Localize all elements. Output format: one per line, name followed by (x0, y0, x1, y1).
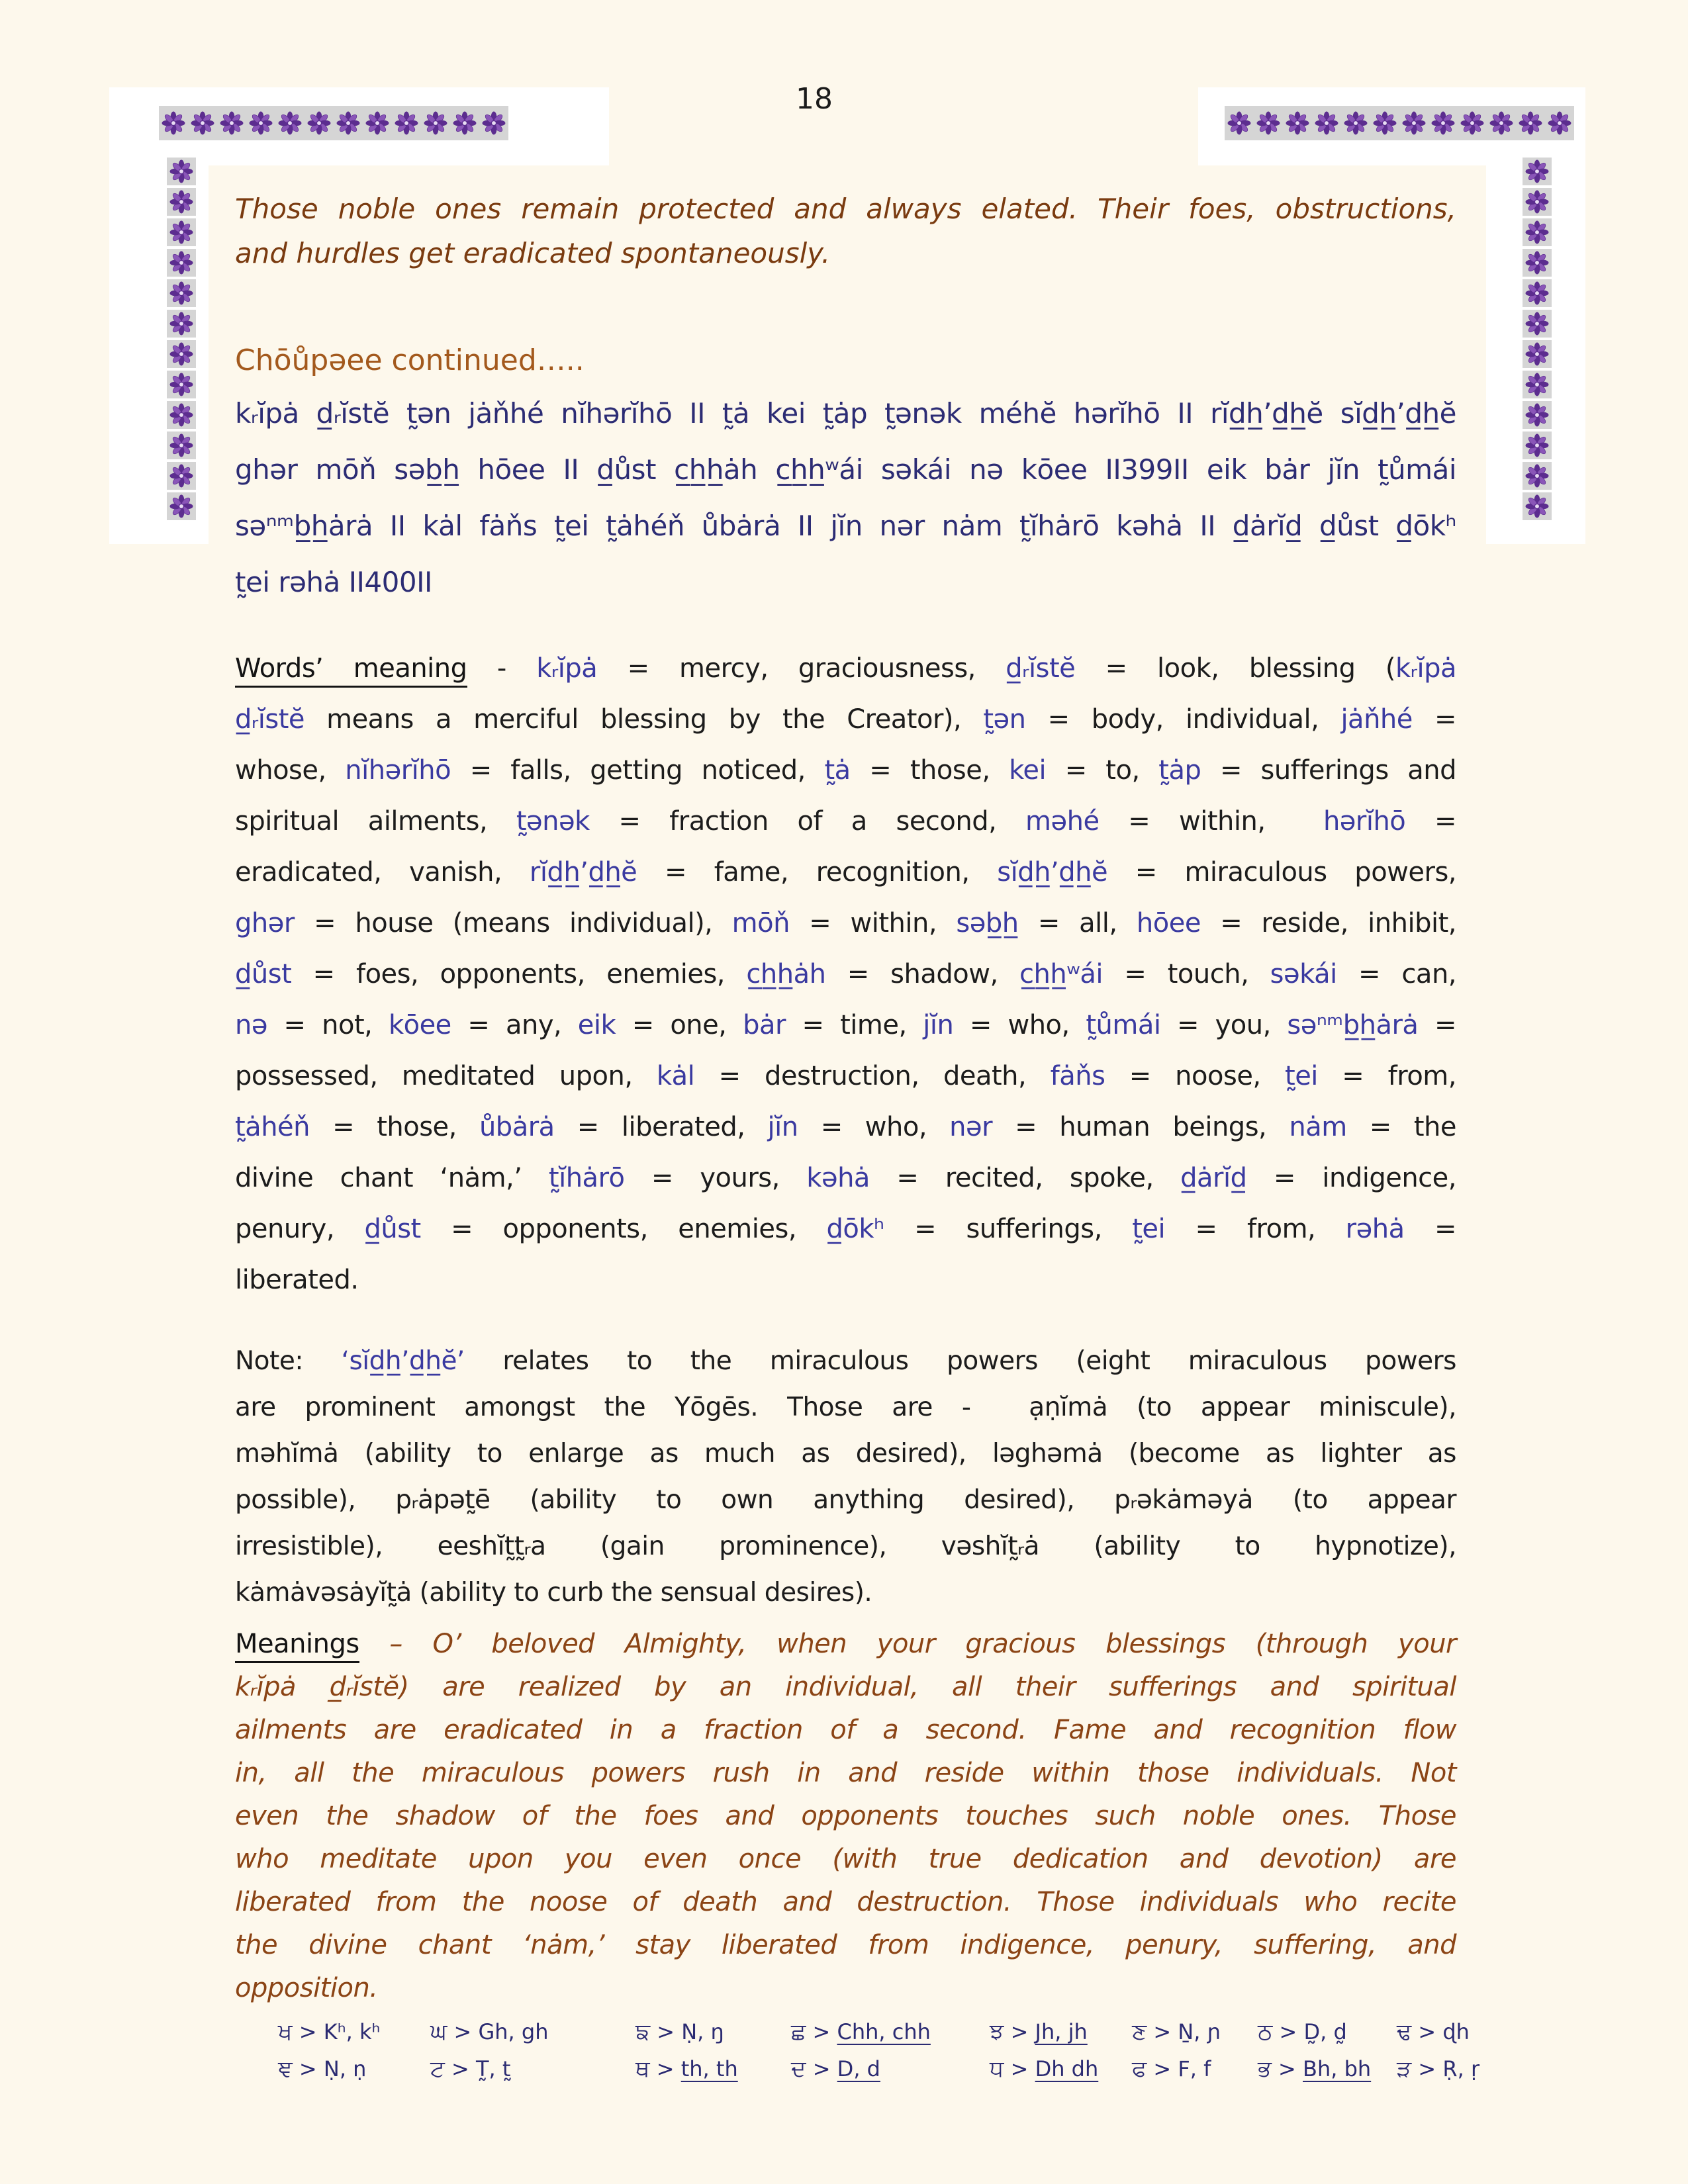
text-segment: liberated from the noose of death and destruction. Those individuals who recite (235, 1887, 1456, 1917)
legend-latin: Gh, gh (478, 2019, 549, 2044)
text-segment: = human beings, (992, 1112, 1289, 1142)
flower-ornament-icon (1523, 310, 1552, 338)
legend-item (990, 2056, 1132, 2082)
text-segment: = mercy, graciousness, (597, 653, 1006, 684)
text-segment: = touch, (1102, 959, 1270, 989)
left-flower-border (167, 158, 196, 520)
legend-gurmukhi-letter: ਣ (1132, 2019, 1147, 2045)
flower-ornament-icon (1429, 106, 1458, 140)
legend-item (990, 2019, 1132, 2045)
legend-latin: Bh, bh (1303, 2056, 1372, 2081)
legend-separator: > (447, 2019, 479, 2044)
transliterated-word: t̰ĭhȧrō (548, 1163, 625, 1193)
text-segment: = all, (1018, 908, 1137, 938)
text-line (235, 796, 1456, 847)
text-line (235, 1623, 1456, 1666)
transliterated-word: kōee (388, 1010, 451, 1040)
transliterated-word: jĭn (767, 1112, 798, 1142)
flower-ornament-icon (1523, 340, 1552, 368)
flower-ornament-icon (167, 279, 196, 307)
text-segment: = noose, (1105, 1061, 1286, 1091)
text-segment: = who, (798, 1112, 950, 1142)
text-segment: kȧmȧvəsȧyĭt̰ȧ (ability to curb the sensual desires). (235, 1578, 872, 1608)
legend-latin: th, th (680, 2056, 738, 2081)
text-segment: = (1418, 1010, 1457, 1040)
section-label: Words’ meaning (235, 653, 467, 688)
legend-gurmukhi-letter: ਟ (430, 2056, 445, 2082)
text-line (235, 1255, 1456, 1306)
transliterated-word: d̲ōkʰ (826, 1214, 884, 1244)
words-meaning-paragraph (235, 643, 1456, 1306)
legend-item (1258, 2056, 1397, 2082)
flower-ornament-icon (167, 249, 196, 277)
flower-ornament-icon (1523, 401, 1552, 429)
legend-latin: Ṇ, ŋ (681, 2019, 724, 2044)
page-number: 18 (796, 82, 833, 116)
top-right-flower-border (1225, 106, 1574, 140)
legend-latin: ɖh (1442, 2019, 1470, 2044)
transliterated-word: kəhȧ (806, 1163, 870, 1193)
text-segment: relates to the miraculous powers (eight miraculous powers (464, 1346, 1456, 1376)
text-segment: = you, (1160, 1010, 1288, 1040)
text-line (235, 1000, 1456, 1051)
text-line (235, 643, 1456, 694)
legend-item (278, 2056, 430, 2082)
text-segment: = can, (1336, 959, 1457, 989)
transliterated-word: d̲ůst (235, 959, 292, 989)
text-segment: = shadow, (825, 959, 1020, 989)
flower-ornament-icon (167, 188, 196, 216)
text-segment: = miraculous powers, (1107, 857, 1456, 887)
flower-ornament-icon (1523, 279, 1552, 307)
legend-latin: D, d (837, 2056, 880, 2081)
text-line (235, 694, 1456, 745)
transliterated-word: nə (235, 1010, 267, 1040)
legend-item (635, 2056, 791, 2082)
text-segment: = body, individual, (1025, 704, 1341, 735)
flower-ornament-icon (1225, 106, 1254, 140)
text-segment: possessed, meditated upon, (235, 1061, 657, 1091)
legend-gurmukhi-letter: ਘ (430, 2019, 447, 2045)
text-line (235, 1385, 1456, 1431)
legend-gurmukhi-letter: ਞ (278, 2056, 293, 2082)
legend-separator: > (1271, 2056, 1303, 2081)
flower-ornament-icon (479, 106, 508, 140)
transliterated-word: səⁿᵐb̲h̲ȧrȧ (1287, 1010, 1419, 1040)
legend-gurmukhi-letter: ਫ (1132, 2056, 1147, 2082)
flower-ornament-icon (167, 492, 196, 520)
text-segment: divine chant ‘nȧm,’ (235, 1163, 549, 1193)
legend-row (278, 2056, 1480, 2082)
text-line (235, 949, 1456, 1000)
flower-ornament-icon (275, 106, 305, 140)
text-line: and hurdles get eradicated spontaneously. (235, 237, 831, 269)
text-segment: = fraction of a second, (589, 806, 1026, 837)
text-segment: eradicated, vanish, (235, 857, 530, 887)
text-segment: = destruction, death, (694, 1061, 1051, 1091)
legend-gurmukhi-letter: ਭ (1258, 2056, 1272, 2082)
flower-ornament-icon (1523, 218, 1552, 246)
transliterated-word: rĭd̲h̲’d̲h̲ĕ (529, 857, 637, 887)
flower-ornament-icon (1399, 106, 1429, 140)
text-line: t̰ei rəhȧ II400II (235, 566, 432, 598)
flower-ornament-icon (1254, 106, 1283, 140)
legend-separator: > (292, 2019, 324, 2044)
legend-item (1132, 2019, 1258, 2045)
text-line (235, 1924, 1456, 1967)
text-segment: = sufferings and (1201, 755, 1456, 786)
legend-separator: > (806, 2019, 837, 2044)
transliterated-word: t̰ei (1132, 1214, 1166, 1244)
text-line: Those noble ones remain protected and always elated. Their foes, obstructions, (235, 193, 1456, 225)
legend-latin: T̰, t̰ (475, 2056, 511, 2081)
transliterated-word: kᵣĭpȧ (536, 653, 598, 684)
transliterated-word: mōň (731, 908, 790, 938)
text-line: ghər mōň səb̲h̲ hōee II d̲ůst c̲h̲h̲ȧh c̲h̲h̲ʷái səkái nə kōee II399II eik bȧr jĭn t̰ůmái (235, 453, 1456, 486)
flower-ornament-icon (167, 462, 196, 490)
flower-ornament-icon (1523, 371, 1552, 398)
text-segment: = to, (1046, 755, 1159, 786)
legend-latin: Ṉ, ɲ (1178, 2019, 1221, 2044)
transliterated-word: jĭn (923, 1010, 954, 1040)
text-segment: = look, blessing ( (1075, 653, 1395, 684)
legend-separator: > (806, 2056, 837, 2081)
text-segment: = indigence, (1246, 1163, 1456, 1193)
text-segment: = any, (451, 1010, 578, 1040)
transliterated-word: nȧm (1289, 1112, 1347, 1142)
legend-item (430, 2019, 635, 2045)
text-segment: = one, (616, 1010, 743, 1040)
transliterated-word: səkái (1270, 959, 1337, 989)
text-segment: the divine chant ‘nȧm,’ stay liberated from indigence, penury, suffering, and (235, 1930, 1456, 1960)
transliterated-word: d̲ᵣĭstĕ (235, 704, 305, 735)
transliterated-word: kᵣĭpȧ (1395, 653, 1456, 684)
legend-separator: > (650, 2019, 682, 2044)
flower-ornament-icon (450, 106, 479, 140)
legend-gurmukhi-letter: ਧ (990, 2056, 1004, 2082)
legend-item (1397, 2056, 1479, 2082)
text-segment: in, all the miraculous powers rush in and reside within those individuals. Not (235, 1758, 1456, 1788)
transliterated-word: məhé (1025, 806, 1100, 837)
text-segment: = falls, getting noticed, (451, 755, 825, 786)
text-segment: means a merciful blessing by the Creator), (305, 704, 984, 735)
transliterated-word: ‘sĭd̲h̲’d̲h̲ĕ’ (341, 1346, 465, 1376)
text-line (235, 1570, 1456, 1616)
text-segment: = those, (310, 1112, 479, 1142)
legend-item (1132, 2056, 1258, 2082)
transliterated-word: nər (949, 1112, 993, 1142)
transliterated-word: t̰ȧp (1158, 755, 1201, 786)
text-segment: = (1404, 1214, 1457, 1244)
legend-item (1258, 2019, 1397, 2045)
transliterated-word: səb̲h̲ (956, 908, 1019, 938)
legend-gurmukhi-letter: ੜ (1397, 2056, 1412, 2082)
text-line (235, 1709, 1456, 1752)
legend-gurmukhi-letter: ਖ (278, 2019, 293, 2045)
text-line (235, 1431, 1456, 1477)
legend-separator: > (1004, 2019, 1035, 2044)
text-segment: = within, (789, 908, 957, 938)
legend-latin: Ṇ, ṇ (323, 2056, 367, 2081)
legend-latin: Kʰ, kʰ (323, 2019, 381, 2044)
legend-latin: Ṛ, ṛ (1442, 2056, 1480, 2081)
text-segment: = not, (267, 1010, 389, 1040)
transliterated-word: kei (1009, 755, 1047, 786)
legend-latin: Jh, jh (1035, 2019, 1088, 2044)
flower-ornament-icon (1523, 432, 1552, 459)
legend-latin: Dh dh (1035, 2056, 1099, 2081)
transliterated-word: eik (577, 1010, 616, 1040)
transliterated-word: kȧl (656, 1061, 695, 1091)
note-paragraph (235, 1338, 1456, 1616)
transliterated-word: t̰ůmái (1086, 1010, 1161, 1040)
flower-ornament-icon (1458, 106, 1487, 140)
transliterated-word: hərĭhō (1323, 806, 1406, 837)
text-line: səⁿᵐb̲h̲ȧrȧ II kȧl fȧňs t̰ei t̰ȧhéň ůbȧrȧ II jĭn nər nȧm t̰ĭhȧrō kəhȧ II d̲ȧrĭd̲ d̲ůst d̲ōkʰ (235, 510, 1456, 542)
legend-gurmukhi-letter: ਙ (635, 2019, 651, 2045)
flower-ornament-icon (167, 371, 196, 398)
legend-separator: > (1272, 2019, 1304, 2044)
section-label: Meanings (235, 1629, 359, 1663)
flower-ornament-icon (188, 106, 217, 140)
text-segment: = from, (1165, 1214, 1346, 1244)
text-segment: = (1405, 806, 1456, 837)
text-segment: opposition. (235, 1973, 378, 2003)
transliterated-word: jȧňhé (1340, 704, 1413, 735)
legend-gurmukhi-letter: ਝ (990, 2019, 1004, 2045)
text-line (235, 1666, 1456, 1709)
legend-separator: > (1411, 2056, 1443, 2081)
transliterated-word: fȧňs (1050, 1061, 1105, 1091)
text-line (235, 898, 1456, 949)
transliterated-word: nĭhərĭhō (345, 755, 451, 786)
transliterated-word: t̰ənək (516, 806, 590, 837)
top-left-flower-border (159, 106, 508, 140)
text-line (235, 847, 1456, 898)
legend-separator: > (649, 2056, 681, 2081)
legend (278, 2019, 1480, 2093)
legend-gurmukhi-letter: ਛ (791, 2019, 806, 2045)
legend-item (791, 2056, 990, 2082)
legend-separator: > (444, 2056, 476, 2081)
legend-separator: > (1004, 2056, 1035, 2081)
text-segment: = sufferings, (884, 1214, 1133, 1244)
text-segment: whose, (235, 755, 346, 786)
text-segment: = liberated, (554, 1112, 768, 1142)
legend-item (791, 2019, 990, 2045)
legend-item (635, 2019, 791, 2045)
transliterated-word: hōee (1136, 908, 1201, 938)
transliterated-word: c̲h̲h̲ȧh (746, 959, 826, 989)
text-line (235, 1967, 1456, 2010)
legend-row (278, 2019, 1470, 2045)
text-segment: = (1412, 704, 1456, 735)
flower-ornament-icon (167, 310, 196, 338)
text-segment: even the shadow of the foes and opponents touches such noble ones. Those (235, 1801, 1456, 1831)
flower-ornament-icon (167, 432, 196, 459)
legend-gurmukhi-letter: ਦ (791, 2056, 806, 2082)
text-segment: kᵣĭpȧ d̲ᵣĭstĕ) are realized by an individual, all their sufferings and spiritual (235, 1672, 1456, 1702)
flower-ornament-icon (421, 106, 450, 140)
flower-ornament-icon (1341, 106, 1370, 140)
text-segment: = those, (850, 755, 1009, 786)
transliterated-word: rəhȧ (1345, 1214, 1405, 1244)
text-line (235, 745, 1456, 796)
flower-ornament-icon (167, 218, 196, 246)
flower-ornament-icon (1523, 492, 1552, 520)
legend-separator: > (1411, 2019, 1443, 2044)
legend-gurmukhi-letter: ਠ (1258, 2019, 1273, 2045)
text-segment: penury, (235, 1214, 365, 1244)
text-segment: liberated. (235, 1265, 359, 1295)
transliterated-word: t̰ən (983, 704, 1026, 735)
transliterated-word: d̲ȧrĭd̲ (1180, 1163, 1247, 1193)
text-line (235, 1102, 1456, 1153)
text-segment: = within, (1099, 806, 1323, 837)
legend-gurmukhi-letter: ਥ (635, 2056, 650, 2082)
text-line (235, 1477, 1456, 1524)
text-segment: məhĭmȧ (ability to enlarge as much as desired), ləghəmȧ (become as lighter as (235, 1439, 1456, 1469)
intro-translation (235, 187, 1456, 275)
flower-ornament-icon (1312, 106, 1341, 140)
text-segment: = the (1346, 1112, 1456, 1142)
text-line (235, 1881, 1456, 1924)
legend-item (278, 2019, 430, 2045)
text-segment: Note: (235, 1346, 342, 1376)
flower-ornament-icon (159, 106, 188, 140)
text-segment: who meditate upon you even once (with true dedication and devotion) are (235, 1844, 1456, 1874)
flower-ornament-icon (1523, 188, 1552, 216)
text-line (235, 1153, 1456, 1204)
flower-ornament-icon (1545, 106, 1574, 140)
legend-latin: Chh, chh (837, 2019, 931, 2044)
text-line (235, 1795, 1456, 1838)
verse-transliteration (235, 385, 1456, 610)
legend-separator: > (292, 2056, 324, 2081)
text-segment: – O’ beloved Almighty, when your gracious blessings (through your (359, 1629, 1456, 1659)
flower-ornament-icon (363, 106, 392, 140)
legend-item (430, 2056, 635, 2082)
transliterated-word: d̲ůst (364, 1214, 421, 1244)
legend-separator: > (1147, 2056, 1178, 2081)
text-segment: ailments are eradicated in a fraction of a second. Fame and recognition flow (235, 1715, 1456, 1745)
text-segment: = opponents, enemies, (420, 1214, 827, 1244)
legend-latin: F, f (1178, 2056, 1211, 2081)
text-line (235, 1338, 1456, 1385)
text-line (235, 1051, 1456, 1102)
right-flower-border (1523, 158, 1552, 520)
flower-ornament-icon (1516, 106, 1545, 140)
section-heading: Chōůpəee continued….. (235, 343, 585, 377)
transliterated-word: ghər (235, 908, 295, 938)
flower-ornament-icon (1523, 158, 1552, 185)
text-line: kᵣĭpȧ d̲ᵣĭstĕ t̰ən jȧňhé nĭhərĭhō II t̰ȧ kei t̰ȧp t̰ənək méhĕ hərĭhō II rĭd̲h̲’d̲h̲ĕ sĭd̲h̲’d̲h̲ĕ (235, 397, 1456, 430)
text-segment: possible), pᵣȧpət̰ē (ability to own anything desired), pᵣəkȧməyȧ (to appear (235, 1485, 1456, 1515)
text-line (235, 1204, 1456, 1255)
text-segment: = house (means individual), (294, 908, 732, 938)
text-segment: irresistible), eeshĭt̰t̰ᵣa (gain prominence), vəshĭt̰ᵣȧ (ability to hypnotize), (235, 1531, 1456, 1561)
text-segment: spiritual ailments, (235, 806, 516, 837)
text-segment: = recited, spoke, (869, 1163, 1181, 1193)
flower-ornament-icon (1283, 106, 1312, 140)
text-segment: are prominent amongst the Yōgēs. Those are - ạṇĭmȧ (to appear miniscule), (235, 1392, 1456, 1422)
text-line (235, 1838, 1456, 1881)
transliterated-word: bȧr (743, 1010, 786, 1040)
text-segment: = foes, opponents, enemies, (291, 959, 747, 989)
transliterated-word: d̲ᵣĭstĕ (1006, 653, 1076, 684)
text-segment: = from, (1317, 1061, 1456, 1091)
transliterated-word: t̰ȧ (824, 755, 851, 786)
legend-item (1397, 2019, 1470, 2045)
transliterated-word: t̰ȧhéň (235, 1112, 310, 1142)
flower-ornament-icon (392, 106, 421, 140)
flower-ornament-icon (167, 340, 196, 368)
flower-ornament-icon (1523, 249, 1552, 277)
transliterated-word: sĭd̲h̲’d̲h̲ĕ (997, 857, 1108, 887)
flower-ornament-icon (246, 106, 275, 140)
flower-ornament-icon (167, 401, 196, 429)
transliterated-word: ůbȧrȧ (479, 1112, 555, 1142)
text-segment: = fame, recognition, (637, 857, 998, 887)
transliterated-word: c̲h̲h̲ʷái (1019, 959, 1103, 989)
flower-ornament-icon (1487, 106, 1516, 140)
flower-ornament-icon (1370, 106, 1399, 140)
meanings-paragraph (235, 1623, 1456, 2010)
flower-ornament-icon (217, 106, 246, 140)
text-line (235, 1524, 1456, 1570)
flower-ornament-icon (305, 106, 334, 140)
text-segment: = who, (953, 1010, 1086, 1040)
transliterated-word: t̰ei (1285, 1061, 1318, 1091)
flower-ornament-icon (1523, 462, 1552, 490)
text-line (235, 1752, 1456, 1795)
legend-separator: > (1147, 2019, 1178, 2044)
text-segment: = time, (785, 1010, 923, 1040)
text-segment: - (467, 653, 537, 684)
legend-gurmukhi-letter: ਢ (1397, 2019, 1412, 2045)
text-segment: = yours, (624, 1163, 807, 1193)
flower-ornament-icon (334, 106, 363, 140)
text-segment: = reside, inhibit, (1200, 908, 1456, 938)
legend-latin: D̰, d̰ (1303, 2019, 1347, 2044)
flower-ornament-icon (167, 158, 196, 185)
